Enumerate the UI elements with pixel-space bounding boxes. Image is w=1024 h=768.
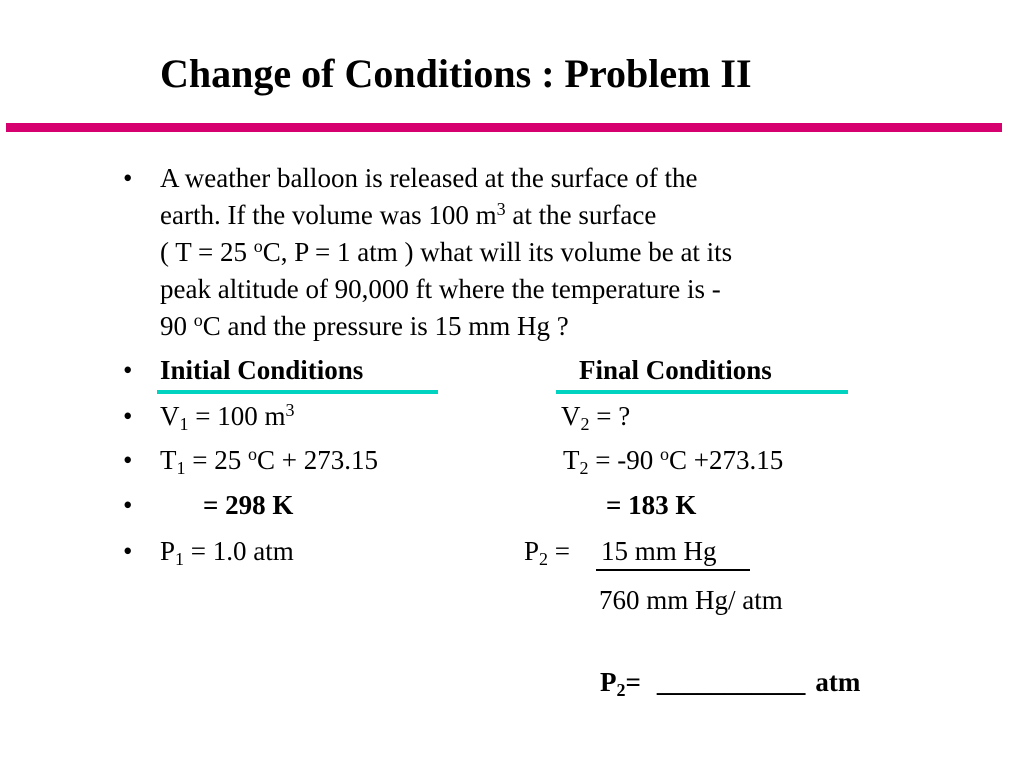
- final-conditions-header: Final Conditions: [579, 355, 772, 385]
- p2-denominator: 760 mm Hg/ atm: [599, 585, 783, 615]
- answer-blank: ___________: [656, 667, 806, 697]
- problem-line-2: earth. If the volume was 100 $m^3$ at the surface: [160, 199, 657, 230]
- p1-expression: $P_1 = 1.0$ atm: [160, 536, 294, 569]
- answer-unit: atm: [815, 667, 861, 697]
- t2-kelvin-result: = 183 K: [606, 490, 697, 520]
- t1-expression: $T_1 = 25$ $^o$C + 273.15: [160, 444, 378, 478]
- fraction-bar: [596, 569, 750, 571]
- problem-line-3: ( T = 25 $^o$C, P = 1 atm ) what will its volume be at its: [160, 236, 733, 267]
- bullet-kelvin: •: [123, 490, 133, 520]
- initial-header-underline: [157, 390, 438, 394]
- bullet-pressure: •: [123, 536, 133, 566]
- t1-kelvin-result: = 298 K: [203, 490, 294, 520]
- initial-conditions-header: Initial Conditions: [160, 355, 364, 385]
- slide-title: Change of Conditions : Problem II: [160, 51, 752, 96]
- problem-line-5: 90 $^o$C and the pressure is 15 mm Hg ?: [160, 310, 569, 341]
- problem-line-1: A weather balloon is released at the surface of the: [160, 163, 698, 193]
- bullet-temperature: •: [123, 445, 133, 475]
- bullet-volume: •: [123, 401, 133, 431]
- final-header-underline: [556, 390, 848, 394]
- p2-expression: $P_2$ =: [524, 536, 571, 569]
- p2-numerator: 15 mm Hg: [601, 536, 717, 566]
- bullet-problem: •: [123, 163, 133, 193]
- t2-expression: $T_2 = -90$ $^o$C +273.15: [563, 444, 784, 478]
- title-divider: [6, 123, 1002, 132]
- bullet-headers: •: [123, 355, 133, 385]
- v1-expression: $V_1 = 100$ $m^3$: [160, 400, 295, 434]
- p2-answer-line: $P_2=$ ___________ atm: [600, 667, 861, 700]
- problem-line-4: peak altitude of 90,000 ft where the temperature is -: [160, 274, 721, 304]
- v2-expression: $V_2$ = ?: [561, 401, 631, 434]
